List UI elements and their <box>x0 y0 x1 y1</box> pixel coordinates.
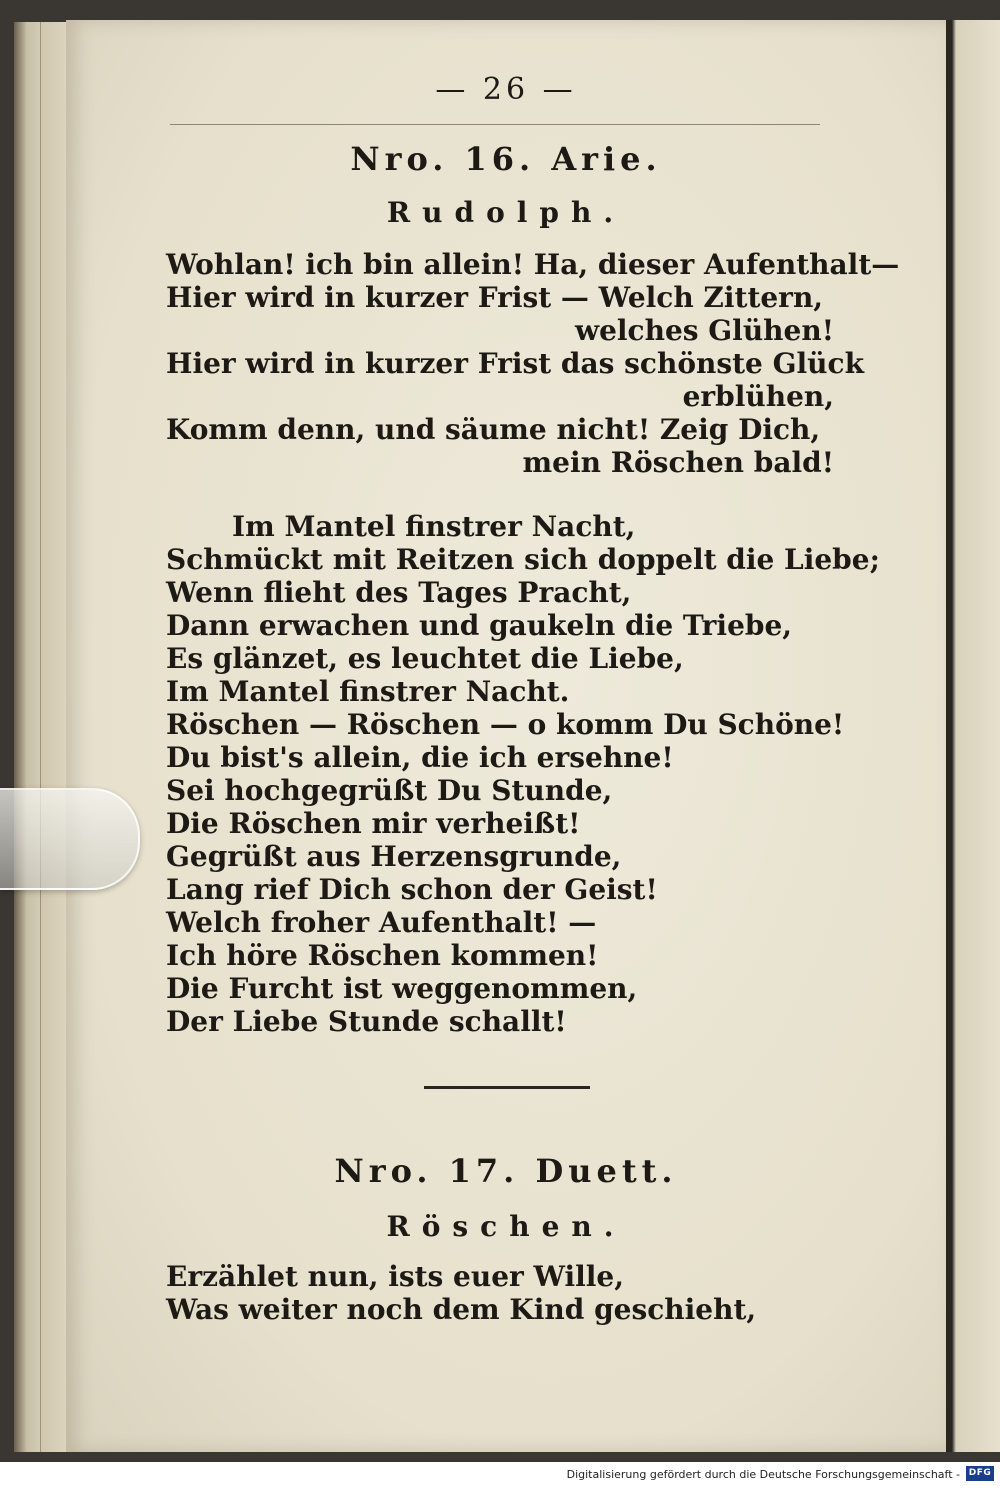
verse-line: Wohlan! ich bin allein! Ha, dieser Aufenthalt— <box>166 248 900 281</box>
stanza-2 <box>166 510 880 1038</box>
verse-line: mein Röschen bald! <box>522 446 834 479</box>
verse-line: Wenn flieht des Tages Pracht, <box>166 576 632 609</box>
verse-line: Die Furcht ist weggenommen, <box>166 972 638 1005</box>
facing-page <box>946 20 1000 1452</box>
section-heading-17: Nro. 17. Duett. <box>334 1152 678 1190</box>
verse-line: Ich höre Röschen kommen! <box>166 939 599 972</box>
verse-line: Im Mantel finstrer Nacht, <box>232 510 636 543</box>
role-heading-roeschen: Röschen. <box>386 1210 626 1243</box>
verse-line: Lang rief Dich schon der Geist! <box>166 873 658 906</box>
stanza-3 <box>166 1260 846 1326</box>
verse-line: Hier wird in kurzer Frist — Welch Zittern, <box>166 281 824 314</box>
verse-line: Es glänzet, es leuchtet die Liebe, <box>166 642 684 675</box>
verse-line: Schmückt mit Reitzen sich doppelt die Liebe; <box>166 543 880 576</box>
verse-line: Im Mantel finstrer Nacht. <box>166 675 570 708</box>
verse-line: Dann erwachen und gaukeln die Triebe, <box>166 609 793 642</box>
header-rule <box>170 124 820 125</box>
footer-band <box>0 1462 1000 1493</box>
verse-line: Hier wird in kurzer Frist das schönste Glück <box>166 347 864 380</box>
verse-line: Röschen — Röschen — o komm Du Schöne! <box>166 708 845 741</box>
role-heading-rudolph: Rudolph. <box>386 196 626 229</box>
page-number: — 26 — <box>435 72 577 107</box>
verse-line: Du bist's allein, die ich ersehne! <box>166 741 674 774</box>
section-heading-16: Nro. 16. Arie. <box>350 140 662 178</box>
verse-line: Gegrüßt aus Herzensgrunde, <box>166 840 622 873</box>
dfg-logo: DFG <box>966 1466 994 1481</box>
verse-line: welches Glühen! <box>574 314 834 347</box>
verse-line: erblühen, <box>682 380 834 413</box>
funding-notice: Digitalisierung gefördert durch die Deutsche Forschungsgemeinschaft - <box>566 1468 960 1481</box>
verse-line: Komm denn, und säume nicht! Zeig Dich, <box>166 413 821 446</box>
verse-line: Was weiter noch dem Kind geschieht, <box>166 1293 757 1326</box>
glass-page-weight <box>0 788 140 890</box>
stanza-1 <box>166 248 900 479</box>
verse-line: Sei hochgegrüßt Du Stunde, <box>166 774 613 807</box>
verse-line: Erzählet nun, ists euer Wille, <box>166 1260 624 1293</box>
verse-line: Der Liebe Stunde schallt! <box>166 1005 567 1038</box>
verse-line: Die Röschen mir verheißt! <box>166 807 581 840</box>
section-divider <box>424 1086 590 1089</box>
verse-line: Welch froher Aufenthalt! — <box>166 906 597 939</box>
